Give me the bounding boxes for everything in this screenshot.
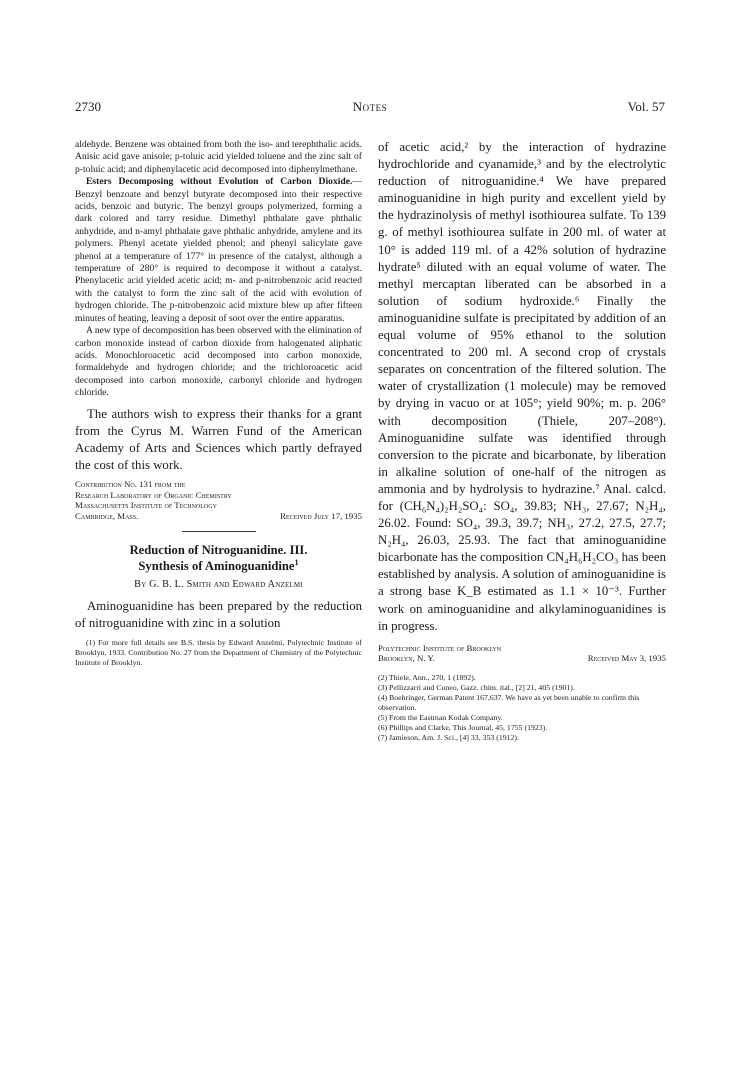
article-title-line1: Reduction of Nitroguanidine. III.	[129, 543, 308, 558]
affiliation-city: Brooklyn, N. Y.	[378, 653, 435, 664]
footnote: (2) Thiele, Ann., 270, 1 (1892).	[378, 672, 476, 682]
paragraph-decomposition: A new type of decomposition has been observed with the elimination of carbon monoxide instead of carbon dioxide from halogenated aliphatic acids. Monochloroacetic acid decomposed into carbon monoxide, formaldehyde and hydrogen chloride; and the trichloroacetic acid decomposed into carbon monoxide, carbonyl chloride and hydrogen chloride.	[75, 325, 362, 399]
footnote: (4) Boehringer, German Patent 167,637. We have as yet been unable to confirm this observation.	[378, 692, 640, 712]
paragraph-continuation: aldehyde. Benzene was obtained from both the iso- and terephthalic acids. Anisic acid gave anisole; p-toluic acid yielded toluene and the zinc salt of p-toluic acid; and diphenylacetic acid decomposed into diphenylmethane.	[75, 139, 362, 175]
received-date: Received July 17, 1935	[280, 510, 362, 521]
intro-paragraph: Aminoguanidine has been prepared by the reduction of nitroguanidine with zinc in a solution	[75, 599, 362, 631]
footnotes	[378, 673, 666, 743]
affiliation-line: Polytechnic Institute of Brooklyn	[378, 642, 502, 653]
left-column	[75, 139, 362, 668]
footnote: (6) Phillips and Clarke, This Journal, 45, 1755 (1923).	[378, 722, 548, 732]
affiliation-line: Contribution No. 131 from the	[75, 478, 186, 489]
right-column	[378, 139, 666, 743]
paragraph-esters	[75, 176, 362, 325]
body-paragraph: of acetic acid,² by the interaction of hydrazine hydrochloride and cyanamide,³ and by the electrolytic reduction of nitroguanidine.⁴ We have prepared aminoguanidine in high purity and excellent yield by the hydrazinolysis of methyl isothiourea sulfate. To 139 g. of methyl isothiourea sulfate in 200 ml. of water at 10° is added 119 ml. of a 42% solution of hydrazine hydrate⁵ diluted with an equal volume of water. The methyl mercaptan liberated can be absorbed in a solution of sodium hydroxide.⁶ Finally the aminoguanidine sulfate is precipitated by addition of an equal volume of 95% ethanol to the solution concentrated to 200 ml. A second crop of crystals separates on concentration of the filtered solution. The water of crystallization (1 molecule) may be removed by drying in vacuo or at 105°; yield 90%; m. p. 206° with decomposition (Thiele, 207–208°). Aminoguanidine sulfate was identified through conversion to the picrate and bicarbonate, by liberation in alkaline solution of one-half of the nitrogen as ammonia and by hydrolysis to hydrazine.⁷ Anal. calcd. for (CH₆N₄)₂H₂SO₄: SO₄, 39.83; NH₃, 27.67; N₂H₄, 26.02. Found: SO₄, 39.3, 39.7; NH₃, 27.2, 27.5, 27.7; N₂H₄, 26.03, 25.93. The fact that aminoguanidine bicarbonate has the composition CN₄H₆H₂CO₃ has been established by analysis. A solution of aminoguanidine is a strong base K_B estimated as 1.1 × 10⁻³. Further work on aminoguanidine and alkylaminoguanidines is in progress.	[378, 140, 666, 633]
footnote: (3) Pellizzarri and Cuneo, Gazz. chim. ital., [2] 21, 405 (1901).	[378, 682, 575, 692]
acknowledgment: The authors wish to express their thanks for a grant from the Cyrus M. Warren Fund of the American Academy of Arts and Sciences which partly defrayed the cost of this work.	[75, 406, 362, 472]
paragraph-esters-body: —Benzyl benzoate and benzyl butyrate decomposed into their respective acids, benzoic and butyric. The benzyl groups polymerized, forming a dark colored and tarry residue. Dimethyl phthalate gave phthalic anhydride, and n-amyl phthalate gave phthalic anhydride, amylene and its polymers. Phenyl acetate yielded phenol; and phenyl salicylate gave phenol at a temperature of 177° in presence of the catalyst, although a temperature of 280° is required to decompose it without a catalyst. Phenylacetic acid yielded acetic acid; m- and p-nitrobenzoic acid reacted with the catalyst to form the zinc salt of the acid with evolution of hydrogen chloride. The p-nitrobenzoic acid mixture blew up after fifteen minutes of heating, leaving a deposit of soot over the entire apparatus.	[75, 176, 362, 324]
footnote-1: (1) For more full details see B.S. thesis by Edward Anzelmi, Polytechnic Institute of Brooklyn, 1933. Contribution No. 27 from the Department of Chemistry of the Polytechnic Institute of Brooklyn.	[75, 638, 362, 668]
affiliation-line: Research Laboratory of Organic Chemistry	[75, 489, 232, 500]
affiliation-block	[378, 643, 666, 664]
article-title	[75, 543, 362, 574]
affiliation-line: Massachusetts Institute of Technology	[75, 500, 217, 511]
page-number: 2730	[75, 99, 101, 114]
affiliation-block	[75, 479, 362, 521]
received-date: Received May 3, 1935	[587, 653, 666, 664]
footnote-marker: 1	[294, 557, 299, 567]
footnote: (5) From the Eastman Kodak Company.	[378, 712, 503, 722]
footnote: (7) Jamieson, Am. J. Sci., [4] 33, 353 (1912).	[378, 732, 519, 742]
affiliation-city: Cambridge, Mass.	[75, 510, 139, 521]
section-heading: Esters Decomposing without Evolution of Carbon Dioxide.	[86, 176, 353, 188]
section-divider	[182, 531, 256, 532]
volume-label: Vol. 57	[627, 99, 665, 114]
running-header	[75, 99, 665, 119]
article-title-line2: Synthesis of Aminoguanidine	[138, 558, 295, 573]
running-head: Notes	[352, 99, 388, 114]
author-byline: By G. B. L. Smith and Edward Anzelmi	[134, 579, 303, 591]
